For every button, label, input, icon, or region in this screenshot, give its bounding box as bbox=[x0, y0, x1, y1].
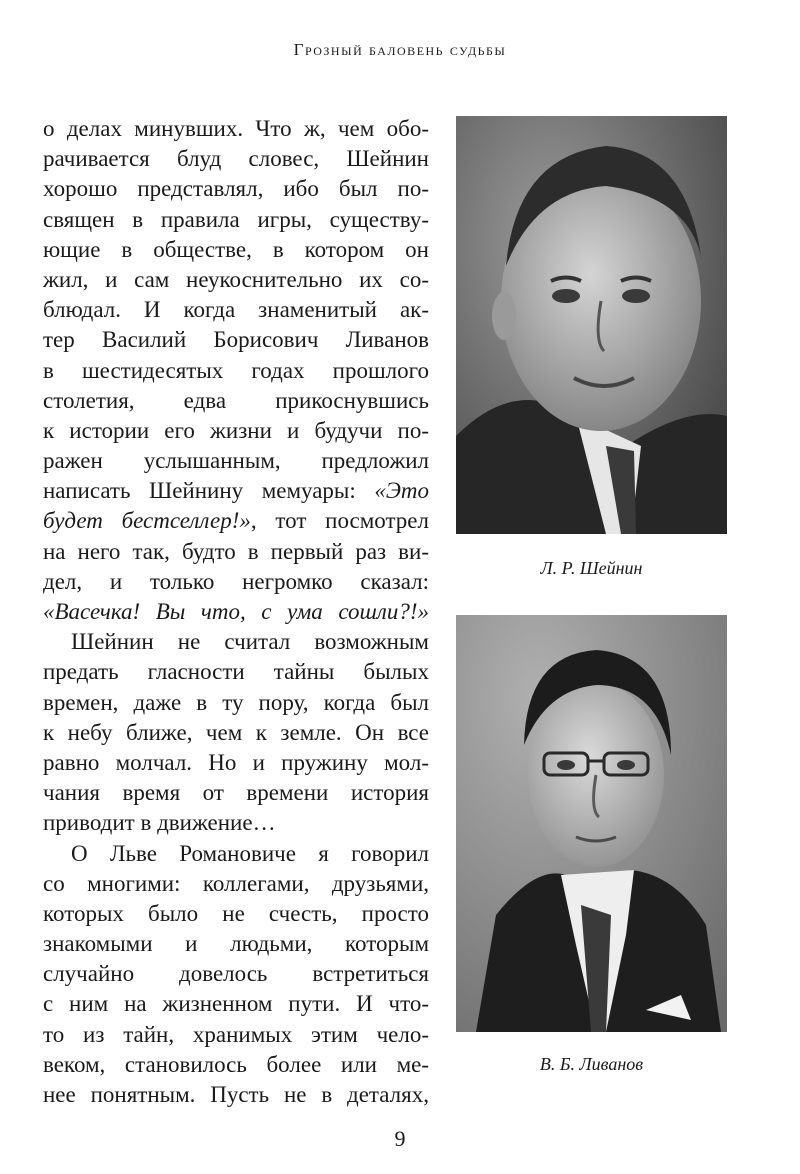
paragraph-end-line: приводит в движение… bbox=[43, 810, 276, 836]
text-line: тер Василий Борисович Ливанов bbox=[43, 327, 429, 353]
photo-caption: Л. Р. Шейнин bbox=[540, 558, 643, 578]
text-line: времен, даже в ту пору, когда был bbox=[43, 689, 429, 715]
text-line: в шестидесятых годах прошлого bbox=[43, 357, 429, 383]
text-line-with-italic: будет бестселлер!», тот посмотрел bbox=[43, 508, 429, 534]
text-line: ющие в обществе, в котором он bbox=[43, 236, 429, 262]
running-header: Грозный баловень судьбы bbox=[293, 40, 507, 59]
paragraph-start-line: О Льве Романовиче я говорил bbox=[71, 840, 429, 866]
portrait-photo-livanov-icon bbox=[456, 615, 727, 1032]
portrait-photo-sheinin-icon bbox=[456, 116, 727, 534]
text-line: о делах минувших. Что ж, чем обо- bbox=[43, 116, 429, 141]
text-line: то из тайн, хранимых этим чело- bbox=[43, 1021, 429, 1047]
text-line: к истории его жизни и будучи по- bbox=[43, 417, 429, 443]
body-text bbox=[43, 114, 429, 1110]
text-line: равно молчал. Но и пружину мол- bbox=[43, 749, 429, 775]
text-line: блюдал. И когда знаменитый ак- bbox=[43, 297, 429, 323]
text-line: предать гласности тайны былых bbox=[43, 659, 429, 685]
text-line: веком, становилось более или ме- bbox=[43, 1051, 429, 1077]
text-line: случайно довелось встретиться bbox=[43, 961, 429, 987]
text-line: ражен услышанным, предложил bbox=[43, 448, 429, 474]
text-line: знакомыми и людьми, которым bbox=[43, 931, 429, 957]
text-line: хорошо представлял, ибо был по- bbox=[43, 176, 429, 202]
text-line: столетия, едва прикоснувшись bbox=[43, 387, 429, 413]
photo-caption: В. Б. Ливанов bbox=[539, 1054, 644, 1074]
text-line: со многими: коллегами, друзьями, bbox=[43, 870, 429, 896]
italic-quote: будет бестселлер!» bbox=[43, 508, 251, 534]
page-number: 9 bbox=[394, 1126, 406, 1151]
text-line: жил, и сам неукоснительно их со- bbox=[43, 266, 429, 292]
text-line: которых было не счесть, просто bbox=[43, 900, 429, 926]
text-line: с ним на жизненном пути. И что- bbox=[43, 991, 429, 1017]
paragraph-start-line: Шейнин не считал возможным bbox=[71, 629, 429, 655]
text-line: рачивается блуд словес, Шейнин bbox=[43, 146, 429, 172]
text-line: дел, и только негромко сказал: bbox=[43, 568, 429, 594]
text-line: к небу ближе, чем к земле. Он все bbox=[43, 719, 429, 745]
text-line-with-italic: написать Шейнину мемуары: «Это bbox=[43, 478, 429, 504]
italic-quote: «Это bbox=[374, 478, 429, 504]
text-line: священ в правила игры, существу- bbox=[43, 206, 429, 232]
text-line: на него так, будто в первый раз ви- bbox=[43, 538, 429, 564]
text-line-italic: «Васечка! Вы что, с ума сошли?!» bbox=[43, 599, 429, 624]
text-line: нее понятным. Пусть не в деталях, bbox=[43, 1082, 429, 1107]
text-line: чания время от времени история bbox=[43, 780, 429, 806]
